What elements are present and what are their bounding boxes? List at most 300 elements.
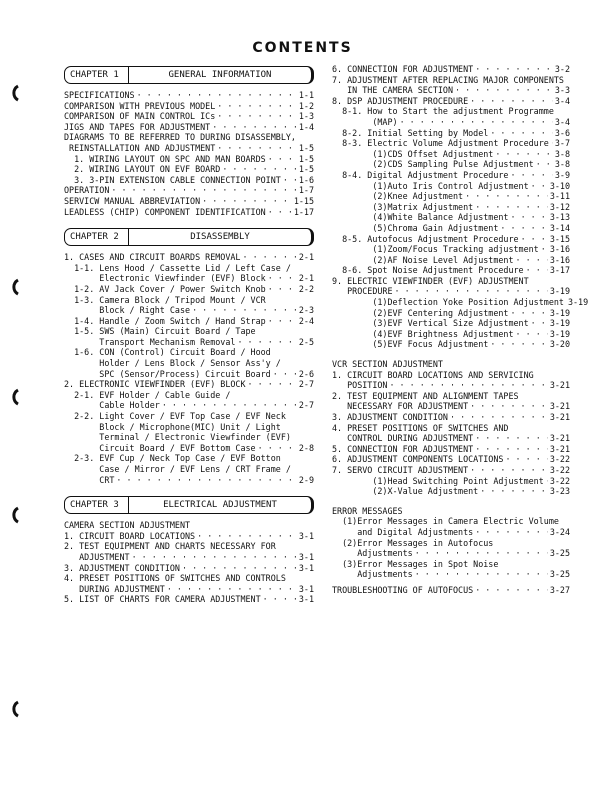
dot-leader: [167, 584, 297, 595]
chapter-number: CHAPTER 3: [65, 497, 129, 513]
toc-entry[interactable]: [64, 207, 314, 218]
dot-leader: [536, 159, 553, 170]
toc-entry-title: (3)EVF Vertical Size Adjustment: [332, 318, 529, 329]
toc-entry[interactable]: [332, 433, 570, 444]
toc-entry[interactable]: [64, 443, 314, 454]
dot-leader: [217, 101, 297, 112]
toc-entry[interactable]: [332, 96, 570, 107]
toc-entry[interactable]: [332, 569, 570, 580]
toc-entry-title: (4)EVF Brightness Adjustment: [332, 328, 514, 339]
dot-leader: [137, 90, 297, 101]
dot-leader: [470, 465, 548, 476]
dot-leader: [258, 443, 297, 454]
toc-entry[interactable]: [332, 527, 570, 538]
dot-leader: [475, 202, 548, 213]
toc-heading-line: VCR SECTION ADJUSTMENT: [332, 359, 443, 370]
dot-leader: [521, 234, 548, 245]
toc-entry[interactable]: [332, 454, 570, 465]
toc-entry[interactable]: [332, 297, 589, 308]
toc-entry[interactable]: [64, 594, 314, 605]
toc-entry[interactable]: [332, 128, 570, 139]
toc-page-number: 3-19: [567, 297, 589, 308]
toc-page-number: 2-6: [298, 368, 314, 379]
toc-page-number: 3-25: [549, 569, 570, 580]
toc-entry-title: 5. CONNECTION FOR ADJUSTMENT: [332, 443, 474, 454]
toc-page-number: 3-23: [549, 486, 570, 497]
dot-leader: [546, 476, 548, 487]
toc-heading-line: (3)Error Messages in Spot Noise: [332, 558, 499, 569]
toc-entry[interactable]: [64, 552, 314, 563]
toc-page-number: 3-21: [549, 433, 570, 444]
toc-page-number: 3-22: [549, 454, 570, 465]
toc-entry[interactable]: [332, 444, 570, 455]
toc-entry[interactable]: [332, 255, 570, 266]
toc-page-number: 3-1: [298, 530, 314, 541]
toc-heading-line: Block / Microphone(MIC) Unit / Light: [64, 421, 281, 432]
dot-leader: [268, 154, 297, 165]
toc-page-number: 2-9: [298, 474, 314, 485]
toc-page-number: 3-13: [549, 212, 570, 223]
toc-entry-title: 3. ADJUSTMENT CONDITION: [64, 562, 180, 573]
toc-entry[interactable]: [64, 154, 314, 165]
toc-page-number: 3-10: [549, 180, 570, 191]
toc-entry-title: 6. CONNECTION FOR ADJUSTMENT: [332, 64, 474, 74]
toc-entry-title: (1)Auto Iris Control Adjustment: [332, 180, 529, 191]
toc-page-number: 3-8: [554, 148, 570, 159]
dot-leader: [217, 111, 297, 122]
toc-page-number: 3-27: [549, 584, 570, 595]
dot-leader: [182, 563, 297, 574]
toc-entry[interactable]: [332, 476, 570, 487]
toc-heading-line: ERROR MESSAGES: [332, 505, 403, 516]
toc-entry-title: 6. ADJUSTMENT COMPONENTS LOCATIONS: [332, 454, 504, 465]
toc-page-number: 3-25: [549, 548, 570, 559]
toc-page-number: 3-19: [549, 318, 570, 329]
toc-entry-title: (1)CDS Offset Adjustment: [332, 148, 494, 159]
toc-entry-title: (5)EVF Focus Adjustment: [332, 339, 489, 350]
toc-heading-line: 7. ADJUSTMENT AFTER REPLACING MAJOR COMPONENTS: [332, 74, 564, 85]
toc-page-number: 3-16: [549, 254, 570, 265]
toc-entry[interactable]: [332, 191, 570, 202]
toc-entry[interactable]: [64, 252, 314, 263]
toc-entry-title: COMPARISON OF MAIN CONTROL ICs: [64, 111, 216, 122]
toc-page-number: 1-15: [293, 195, 314, 206]
toc-entry-title: Cable Holder: [64, 400, 160, 411]
toc-entry-title: JIGS AND TAPES FOR ADJUSTMENT: [64, 121, 211, 132]
toc-entry-title: (2)AF Noise Level Adjustment: [332, 254, 514, 265]
toc-entry-title: ADJUSTMENT: [64, 551, 130, 562]
dot-leader: [475, 585, 548, 596]
toc-entry-title: 8-4. Digital Adjustment Procedure: [332, 169, 509, 180]
binder-hole-icon: [6, 506, 20, 524]
dot-leader: [222, 164, 297, 175]
dot-leader: [510, 308, 547, 319]
dot-leader: [500, 223, 547, 234]
toc-heading-line: 1-6. CON (Control) Circuit Board / Hood: [64, 347, 271, 358]
toc-entry[interactable]: [332, 265, 570, 276]
toc-entry-title: 5. LIST OF CHARTS FOR CAMERA ADJUSTMENT: [64, 594, 261, 605]
toc-entry-title: TROUBLESHOOTING OF AUTOFOCUS: [332, 584, 474, 595]
toc-heading-line: 1. CIRCUIT BOARD LOCATIONS AND SERVICING: [332, 369, 534, 380]
troubleshooting-list: [332, 585, 570, 596]
toc-heading-line: Terminal / Electronic Viewfinder (EVF): [64, 432, 291, 443]
toc-entry[interactable]: [64, 305, 314, 316]
binder-hole-icon: [6, 278, 20, 296]
toc-entry-title: Adjustments: [332, 548, 413, 559]
toc-page-number: 3-1: [298, 594, 314, 605]
toc-entry-title: 3. ADJUSTMENT CONDITION: [332, 412, 448, 422]
toc-entry[interactable]: [64, 143, 314, 154]
toc-entry[interactable]: [64, 101, 314, 112]
toc-entry[interactable]: [64, 284, 314, 295]
toc-entry-title: 2. WIRING LAYOUT ON EVF BOARD: [64, 164, 221, 175]
chapter-2-list: [64, 252, 314, 485]
chapter-number: CHAPTER 1: [65, 67, 129, 83]
dot-leader: [242, 252, 296, 263]
toc-entry[interactable]: [64, 90, 314, 101]
dot-leader: [415, 569, 548, 580]
toc-page-number: 3-4: [554, 116, 570, 127]
dot-leader: [475, 527, 548, 538]
toc-entry[interactable]: [64, 531, 314, 542]
toc-entry[interactable]: [332, 339, 570, 350]
toc-entry[interactable]: [332, 117, 570, 128]
toc-page-number: 3-19: [549, 307, 570, 318]
toc-entry[interactable]: [332, 234, 570, 245]
toc-entry[interactable]: [332, 329, 570, 340]
toc-entry[interactable]: [64, 273, 314, 284]
toc-entry[interactable]: [64, 122, 314, 133]
toc-entry[interactable]: [332, 412, 570, 423]
chapter-number: CHAPTER 2: [65, 229, 129, 245]
toc-page-number: 3-20: [549, 339, 570, 350]
toc-page-number: 2-1: [298, 273, 314, 284]
toc-entry-title: Block / Right Case: [64, 305, 191, 316]
toc-entry[interactable]: [64, 337, 314, 348]
toc-entry[interactable]: [64, 175, 314, 186]
dot-leader: [268, 284, 297, 295]
dot-leader: [273, 369, 297, 380]
dot-leader: [162, 400, 297, 411]
toc-entry-title: SPC (Sensor/Process) Circuit Board: [64, 368, 271, 379]
toc-entry[interactable]: [332, 465, 570, 476]
toc-heading-line: 2. TEST EQUIPMENT AND CHARTS NECESSARY FOR: [64, 541, 276, 552]
toc-entry[interactable]: [332, 286, 570, 297]
toc-entry-title: DURING ADJUSTMENT: [64, 583, 165, 594]
chapter-1-list: [64, 90, 314, 217]
toc-entry-title: (4)White Balance Adjustment: [332, 212, 509, 223]
toc-page-number: 3-14: [549, 222, 570, 233]
toc-entry[interactable]: [332, 212, 570, 223]
chapter-name: ELECTRICAL ADJUSTMENT: [163, 500, 277, 511]
toc-page-number: 3-22: [549, 475, 570, 486]
toc-page-number: 3-3: [554, 85, 570, 96]
toc-entry-title: IN THE CAMERA SECTION: [332, 85, 454, 96]
dot-leader: [470, 401, 548, 412]
dot-leader: [268, 316, 297, 327]
dot-leader: [480, 486, 548, 497]
error-messages-list: [332, 506, 570, 580]
chapter-3-header: [64, 496, 314, 514]
binder-hole-icon: [6, 388, 20, 406]
toc-entry-title: CONTROL DURING ADJUSTMENT: [332, 433, 474, 444]
dot-leader: [541, 244, 548, 255]
toc-page-number: 3-21: [549, 380, 570, 391]
toc-entry-title: OPERATION: [64, 185, 110, 196]
dot-leader: [415, 548, 548, 559]
toc-page-number: 3-1: [298, 551, 314, 562]
dot-leader: [192, 305, 297, 316]
toc-entry[interactable]: [332, 244, 570, 255]
toc-page-number: 2-7: [298, 379, 314, 390]
toc-entry[interactable]: [332, 64, 570, 75]
toc-entry-title: (2)X-Value Adjustment: [332, 486, 479, 497]
dot-leader: [450, 412, 548, 423]
toc-page-number: 3-21: [549, 443, 570, 454]
toc-entry-title: 8-5. Autofocus Adjustment Procedure: [332, 233, 519, 244]
toc-heading-line: 2-1. EVF Holder / Cable Guide /: [64, 389, 231, 400]
toc-page-number: 3-9: [554, 169, 570, 180]
toc-page-number: 1-6: [298, 174, 314, 185]
dot-leader: [510, 170, 552, 181]
toc-entry[interactable]: [332, 585, 570, 596]
right-column: [332, 64, 589, 596]
toc-entry[interactable]: [64, 400, 314, 411]
dot-leader: [505, 454, 547, 465]
dot-leader: [283, 175, 297, 186]
toc-page-number: 3-19: [549, 286, 570, 297]
toc-page-number: 1-17: [293, 206, 314, 217]
toc-heading-line: DIAGRAMS TO BE REFERRED TO DURING DISASSEMBLY,: [64, 132, 296, 143]
toc-page-number: 2-5: [298, 336, 314, 347]
toc-page-number: 3-4: [554, 95, 570, 106]
dot-leader: [510, 212, 547, 223]
toc-entry-title: (MAP): [332, 116, 398, 127]
toc-entry[interactable]: [64, 584, 314, 595]
toc-page-number: 3-1: [298, 583, 314, 594]
toc-page-number: 3-16: [549, 244, 570, 255]
toc-page-number: 1-2: [298, 100, 314, 111]
toc-entry-title: (3)Matrix Adjustment: [332, 201, 474, 212]
toc-entry-title: (1)Deflection Yoke Position Adjustment: [332, 297, 564, 308]
toc-entry[interactable]: [332, 223, 570, 234]
toc-heading-line: 4. PRESET POSITIONS OF SWITCHES AND CONTROLS: [64, 573, 286, 584]
toc-page-number: 3-2: [554, 64, 570, 74]
dot-leader: [268, 207, 292, 218]
toc-entry-title: SPECIFICATIONS: [64, 90, 135, 100]
toc-page-number: 1-5: [298, 164, 314, 175]
toc-entry-title: Electronic Viewfinder (EVF) Block: [64, 273, 266, 284]
toc-page-number: 1-7: [298, 185, 314, 196]
toc-page-number: 2-2: [298, 283, 314, 294]
toc-heading-line: 1-5. SWS (Main) Circuit Board / Tape: [64, 326, 256, 337]
toc-page-number: 1-5: [298, 142, 314, 153]
dot-leader: [132, 552, 297, 563]
camera-adjustment-list: [332, 64, 589, 350]
chapter-1-header: [64, 66, 314, 84]
toc-entry[interactable]: [64, 164, 314, 175]
dot-leader: [111, 185, 296, 196]
toc-entry[interactable]: [64, 563, 314, 574]
dot-leader: [202, 196, 292, 207]
toc-entry-title: 8. DSP ADJUSTMENT PROCEDURE: [332, 95, 469, 106]
toc-entry-title: (1)Zoom/Focus Tracking adjustment: [332, 244, 539, 255]
left-column: [64, 64, 314, 605]
toc-page-number: 1-4: [298, 121, 314, 132]
binder-hole-icon: [6, 84, 20, 102]
toc-entry[interactable]: [332, 149, 570, 160]
toc-entry-title: 7. SERVO CIRCUIT ADJUSTMENT: [332, 464, 469, 475]
toc-page-number: 1-3: [298, 111, 314, 122]
toc-page-number: 2-4: [298, 315, 314, 326]
toc-entry-title: 8-2. Initial Setting by Model: [332, 127, 489, 138]
binder-hole-icon: [6, 700, 20, 718]
chapter-2-header: [64, 228, 314, 246]
toc-page-number: 1-1: [298, 90, 314, 100]
toc-entry[interactable]: [332, 318, 570, 329]
toc-entry[interactable]: [64, 379, 314, 390]
toc-page-number: 3-8: [554, 159, 570, 170]
toc-entry-title: SERVICW MANUAL ABBREVIATION: [64, 195, 201, 206]
toc-entry[interactable]: [332, 548, 570, 559]
toc-entry-title: COMPARISON WITH PREVIOUS MODEL: [64, 100, 216, 111]
toc-entry[interactable]: [332, 308, 570, 319]
toc-entry[interactable]: [332, 170, 570, 181]
toc-page-number: 3-11: [549, 191, 570, 202]
toc-page-number: 3-21: [549, 412, 570, 422]
dot-leader: [475, 433, 548, 444]
toc-entry-title: 1. CASES AND CIRCUIT BOARDS REMOVAL: [64, 252, 241, 263]
dot-leader: [526, 265, 548, 276]
toc-entry[interactable]: [332, 181, 570, 192]
chapter-3-list: [64, 520, 314, 605]
dot-leader: [217, 143, 297, 154]
dot-leader: [551, 138, 553, 149]
toc-heading-line: (2)Error Messages in Autofocus: [332, 537, 494, 548]
toc-entry-title: 1. CIRCUIT BOARD LOCATIONS: [64, 530, 196, 541]
dot-leader: [490, 339, 548, 350]
dot-leader: [268, 273, 297, 284]
toc-entry-title: 1. WIRING LAYOUT ON SPC AND MAN BOARDS: [64, 153, 266, 164]
toc-entry-title: 1-2. AV Jack Cover / Power Switch Knob: [64, 283, 266, 294]
toc-entry-title: (2)CDS Sampling Pulse Adjustment: [332, 159, 534, 170]
dot-leader: [490, 128, 553, 139]
dot-leader: [248, 379, 297, 390]
toc-page-number: 3-1: [298, 562, 314, 573]
toc-entry-title: CRT: [64, 474, 115, 485]
toc-entry[interactable]: [332, 486, 570, 497]
dot-leader: [516, 329, 548, 340]
toc-page-number: 3-17: [549, 265, 570, 276]
toc-entry[interactable]: [332, 401, 570, 412]
dot-leader: [395, 286, 548, 297]
dot-leader: [465, 191, 548, 202]
toc-page-number: 3-15: [549, 233, 570, 244]
toc-entry[interactable]: [64, 196, 314, 207]
dot-leader: [516, 255, 548, 266]
toc-page-number: 2-7: [298, 400, 314, 411]
toc-entry[interactable]: [64, 369, 314, 380]
dot-leader: [197, 531, 297, 542]
toc-heading-line: CAMERA SECTION ADJUSTMENT: [64, 520, 191, 531]
toc-entry-title: POSITION: [332, 380, 388, 391]
toc-entry-title: 8-3. Electric Volume Adjustment Procedure: [332, 138, 549, 149]
dot-leader: [475, 444, 548, 455]
page-title: CONTENTS: [252, 40, 353, 56]
dot-leader: [455, 85, 553, 96]
toc-page-number: 3-22: [549, 464, 570, 475]
dot-leader: [495, 149, 553, 160]
toc-page-number: 3-21: [549, 401, 570, 412]
toc-entry-title: 8-6. Spot Noise Adjustment Procedure: [332, 265, 524, 276]
dot-leader: [212, 122, 297, 133]
chapter-name: GENERAL INFORMATION: [168, 70, 272, 80]
toc-entry[interactable]: [332, 85, 570, 96]
toc-entry[interactable]: [332, 202, 570, 213]
toc-entry-title: and Digital Adjustments: [332, 526, 474, 537]
toc-heading-line: 1-1. Lens Hood / Cassette Lid / Left Case /: [64, 262, 291, 273]
toc-page-number: 2-1: [298, 252, 314, 263]
toc-entry[interactable]: [332, 138, 570, 149]
toc-entry-title: 2. ELECTRONIC VIEWFINDER (EVF) BLOCK: [64, 379, 246, 390]
toc-heading-line: 8-1. How to Start the adjustment Programme: [332, 106, 554, 117]
toc-heading-line: 2-2. Light Cover / EVF Top Case / EVF Neck: [64, 411, 286, 422]
toc-heading-line: 4. PRESET POSITIONS OF SWITCHES AND: [332, 422, 509, 433]
toc-entry-title: REINSTALLATION AND ADJUSTMENT: [64, 142, 216, 153]
toc-entry-title: LEADLESS (CHIP) COMPONENT IDENTIFICATION: [64, 206, 266, 217]
toc-page-number: 3-7: [554, 138, 570, 149]
toc-page-number: 1-5: [298, 153, 314, 164]
toc-entry-title: (5)Chroma Gain Adjustment: [332, 222, 499, 233]
toc-entry[interactable]: [64, 475, 314, 486]
dot-leader: [116, 475, 296, 486]
toc-entry[interactable]: [332, 159, 570, 170]
toc-entry[interactable]: [64, 316, 314, 327]
toc-heading-line: 2. TEST EQUIPMENT AND ALIGNMENT TAPES: [332, 390, 519, 401]
toc-heading-line: 1-3. Camera Block / Tripod Mount / VCR: [64, 294, 266, 305]
chapter-name: DISASSEMBLY: [190, 232, 250, 243]
toc-entry[interactable]: [64, 111, 314, 122]
vcr-adjustment-list: [332, 359, 570, 497]
dot-leader: [400, 117, 553, 128]
toc-entry-title: Transport Mechanism Removal: [64, 336, 236, 347]
toc-page-number: 3-12: [549, 201, 570, 212]
toc-entry[interactable]: [332, 380, 570, 391]
toc-entry-title: (2)EVF Centering Adjustment: [332, 307, 509, 318]
toc-entry-title: Circuit Board / EVF Bottom Case: [64, 442, 256, 453]
dot-leader: [389, 380, 547, 391]
toc-entry[interactable]: [64, 185, 314, 196]
toc-entry-title: (2)Knee Adjustment: [332, 191, 464, 202]
toc-heading-line: Case / Mirror / EVF Lens / CRT Frame /: [64, 464, 291, 474]
toc-entry-title: 3. 3-PIN EXTENSION CABLE CONNECTION POINT: [64, 174, 281, 185]
toc-page-number: 3-19: [549, 328, 570, 339]
toc-entry-title: PROCEDURE: [332, 286, 393, 297]
toc-entry-title: 1-4. Handle / Zoom Switch / Hand Strap: [64, 315, 266, 326]
dot-leader: [470, 96, 553, 107]
dot-leader: [531, 181, 548, 192]
dot-leader: [475, 64, 553, 75]
dot-leader: [237, 337, 296, 348]
toc-page-number: 3-24: [549, 526, 570, 537]
toc-page-number: 2-3: [298, 305, 314, 316]
toc-entry-title: (1)Head Switching Point Adjustment: [332, 475, 544, 486]
toc-heading-line: 9. ELECTRIC VIEWFINDER (EVF) ADJUSTMENT: [332, 275, 529, 286]
toc-heading-line: Holder / Lens Block / Sensor Ass'y /: [64, 358, 281, 369]
dot-leader: [263, 594, 297, 605]
toc-entry-title: Adjustments: [332, 569, 413, 580]
toc-heading-line: 2-3. EVF Cup / Neck Top Case / EVF Botton: [64, 453, 281, 464]
